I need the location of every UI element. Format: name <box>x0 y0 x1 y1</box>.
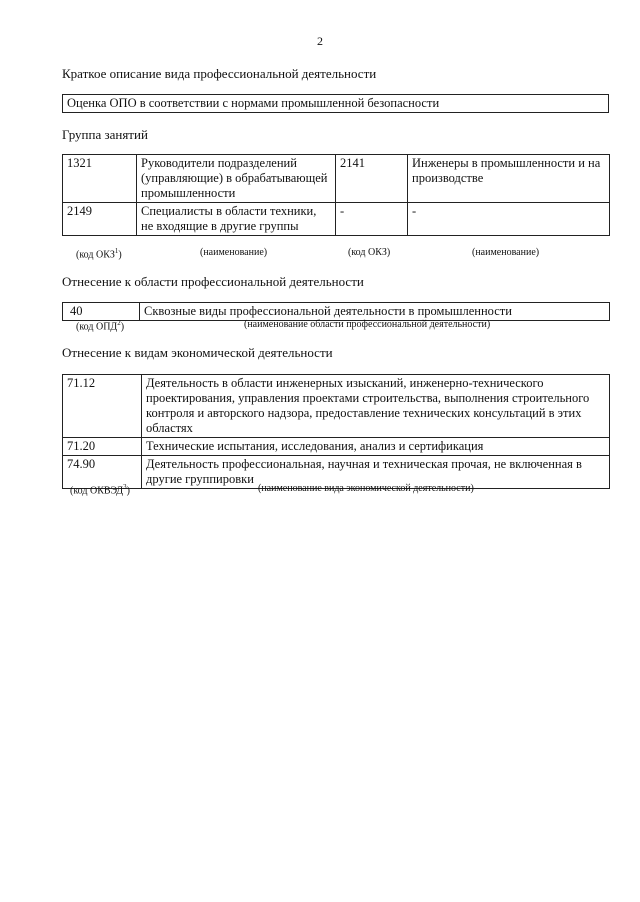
table-row <box>63 438 610 456</box>
page-number: 2 <box>317 34 323 48</box>
okz-name-caption-2: (наименование) <box>472 247 540 258</box>
opd-name-caption: (наименование области профессиональной деятельности) <box>244 319 491 330</box>
okz-code: 2149 <box>63 203 137 236</box>
okved-code: 74.90 <box>63 456 142 489</box>
okved-name: Деятельность в области инженерных изысканий, инженерно-технического проектирования, управления проектами строительства, выполнения строительного контроля и авторского надзора, предоставление технических консультаций в этих областях <box>142 375 610 438</box>
okz-code: - <box>336 203 408 236</box>
okved-name: Деятельность профессиональная, научная и техническая прочая, не включенная в другие группировки <box>142 456 610 489</box>
okz-name: Специалисты в области техники, не входящие в другие группы <box>137 203 336 236</box>
okz-name: Инженеры в промышленности и на производстве <box>408 155 610 203</box>
economic-activity-heading: Отнесение к видам экономической деятельности <box>62 345 333 360</box>
okz-code: 2141 <box>336 155 408 203</box>
occupation-group-heading: Группа занятий <box>62 127 148 142</box>
okz-code-caption: (код ОКЗ$^1$) <box>76 247 122 261</box>
description-heading: Краткое описание вида профессиональной деятельности <box>62 66 377 81</box>
opd-code: 40 <box>63 303 140 321</box>
okz-code-caption-2: (код ОКЗ) <box>348 247 391 258</box>
description-table <box>62 94 609 113</box>
okz-name: - <box>408 203 610 236</box>
occupation-group-table <box>62 154 610 236</box>
okz-code: 1321 <box>63 155 137 203</box>
table-row <box>63 155 610 203</box>
table-row <box>63 203 610 236</box>
description-text: Оценка ОПО в соответствии с нормами промышленной безопасности <box>63 95 609 113</box>
okved-code-caption: (код ОКВЭД$^3$) <box>70 483 130 497</box>
okved-code: 71.12 <box>63 375 142 438</box>
okved-name: Технические испытания, исследования, анализ и сертификация <box>142 438 610 456</box>
activity-area-heading: Отнесение к области профессиональной деятельности <box>62 274 364 289</box>
opd-code-caption: (код ОПД$^2$) <box>76 319 125 333</box>
okved-code: 71.20 <box>63 438 142 456</box>
table-row <box>63 375 610 438</box>
okved-name-caption: (наименование вида экономической деятельности) <box>258 483 474 494</box>
okz-name: Руководители подразделений (управляющие) в обрабатывающей промышленности <box>137 155 336 203</box>
okz-name-caption: (наименование) <box>200 247 268 258</box>
opd-name: Сквозные виды профессиональной деятельности в промышленности <box>140 303 610 321</box>
economic-activity-table <box>62 374 610 489</box>
